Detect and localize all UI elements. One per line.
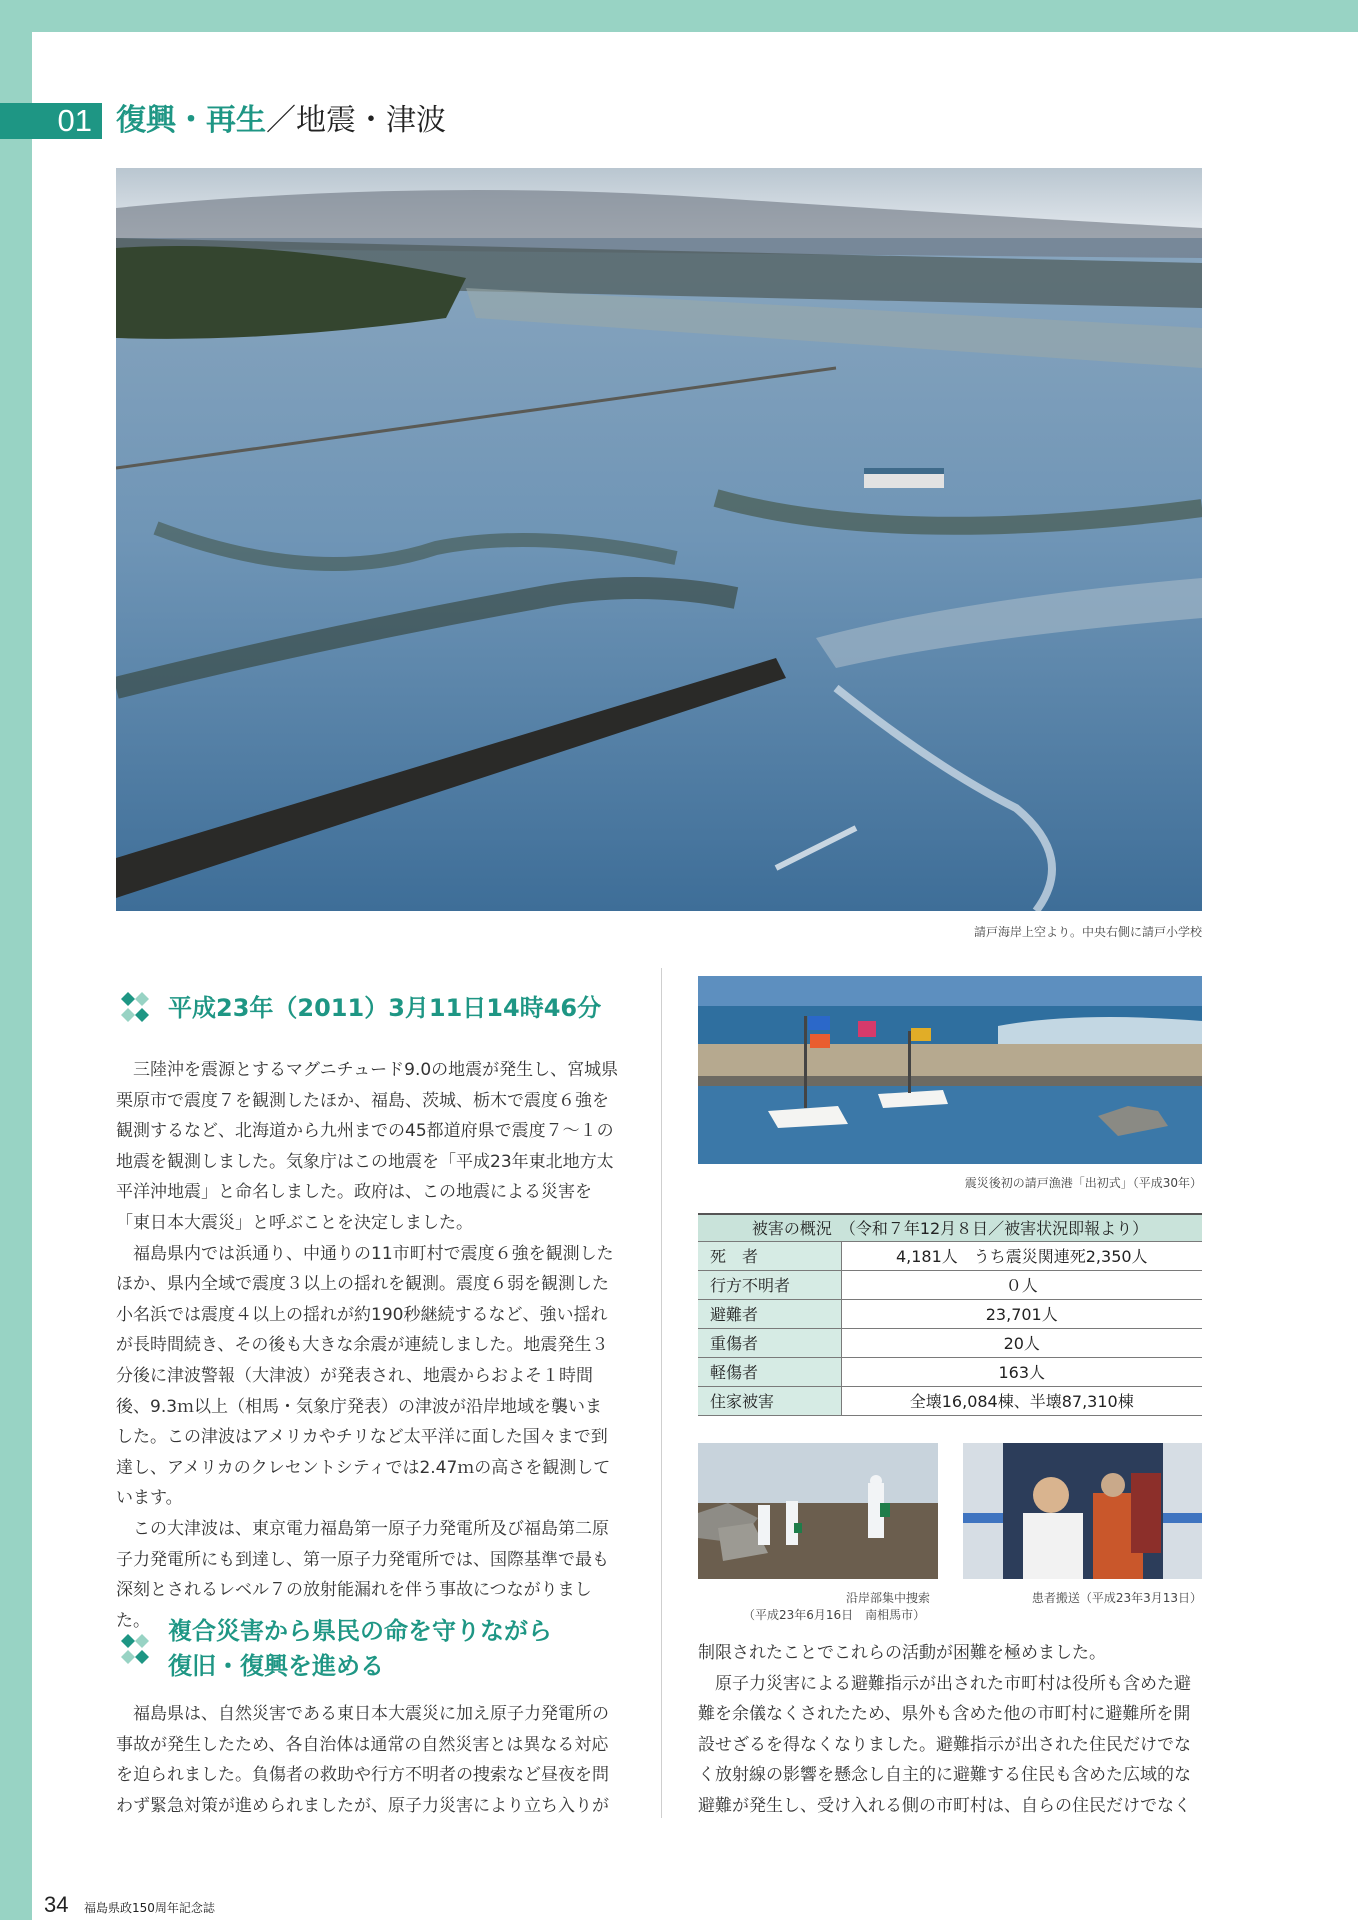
article2-right-continuation: 制限されたことでこれらの活動が困難を極めました。 [698, 1643, 1106, 1663]
diamond-bullet-icon [115, 1632, 155, 1668]
row-value: 23,701人 [841, 1299, 1202, 1328]
article2-right-body [698, 1638, 1202, 1822]
diamond-bullet-icon [115, 990, 155, 1026]
row-label: 避難者 [698, 1299, 841, 1328]
section-title [116, 101, 446, 141]
row-value: 4,181人 うち震災関連死2,350人 [841, 1241, 1202, 1270]
table-row [698, 1328, 1202, 1357]
table-row [698, 1270, 1202, 1299]
table-header: 被害の概況 （令和７年12月８日／被害状況即報より） [698, 1214, 1202, 1241]
row-value: 163人 [841, 1357, 1202, 1386]
section-number: 01 [0, 103, 102, 139]
main-photo-caption: 請戸海岸上空より。中央右側に請戸小学校 [973, 925, 1202, 939]
search-photo-caption-line2: （平成23年6月16日 南相馬市） [743, 1608, 926, 1622]
article1-body [116, 1055, 619, 1636]
article2-heading-line1: 複合災害から県民の命を守りながら [168, 1617, 552, 1645]
patient-transport-photo [963, 1443, 1202, 1579]
column-divider [661, 968, 662, 1818]
article1-paragraph-2: 福島県内では浜通り、中通りの11市町村で震度６強を観測したほか、県内全域で震度３以上の揺れを観測。震度６弱を観測した小名浜では震度４以上の揺れが約190秒継続するなど、強い揺れが長時間続き、その後も大きな余震が連続しました。地震発生３分後に津波警報（大津波）が発表され、地震からおよそ１時間後、9.3ｍ以上（相馬・気象庁発表）の津波が沿岸地域を襲いました。この津波はアメリカやチリなど太平洋に面した国々まで到達し、アメリカのクレセントシティでは2.47ｍの高さを観測しています。 [116, 1243, 614, 1509]
row-value: 20人 [841, 1328, 1202, 1357]
coastal-search-photo [698, 1443, 938, 1579]
fishing-port-photo [698, 976, 1202, 1164]
article2-left-paragraph: 福島県は、自然災害である東日本大震災に加え原子力発電所の事故が発生したため、各自治体は通常の自然災害とは異なる対応を迫られました。負傷者の救助や行方不明者の捜索など昼夜を問わず緊急対策が進められましたが、原子力災害により立ち入りが [116, 1704, 609, 1816]
row-value: ０人 [841, 1270, 1202, 1299]
aerial-tsunami-photo [116, 168, 1202, 911]
table-row [698, 1241, 1202, 1270]
article1-paragraph-1: 三陸沖を震源とするマグニチュード9.0の地震が発生し、宮城県栗原市で震度７を観測したほか、福島、茨城、栃木で震度６強を観測するなど、北海道から九州までの45都道府県で震度７～１の地震を観測しました。気象庁はこの地震を「平成23年東北地方太平洋沖地震」と命名しました。政府は、この地震による災害を「東日本大震災」と呼ぶことを決定しました。 [116, 1060, 619, 1233]
row-label: 重傷者 [698, 1328, 841, 1357]
row-label: 住家被害 [698, 1386, 841, 1415]
article2-left-body [116, 1699, 619, 1821]
table-row [698, 1357, 1202, 1386]
table-row [698, 1386, 1202, 1415]
row-value: 全壊16,084棟、半壊87,310棟 [841, 1386, 1202, 1415]
article2-heading-line2: 復旧・復興を進める [168, 1652, 384, 1680]
row-label: 行方不明者 [698, 1270, 841, 1299]
boats-photo-caption: 震災後初の請戸漁港「出初式」（平成30年） [964, 1176, 1202, 1190]
row-label: 軽傷者 [698, 1357, 841, 1386]
table-row [698, 1299, 1202, 1328]
damage-summary-table [698, 1213, 1202, 1416]
left-decorative-band [0, 0, 32, 1920]
search-photo-caption-line1: 沿岸部集中捜索 [846, 1591, 931, 1605]
article1-paragraph-3: この大津波は、東京電力福島第一原子力発電所及び福島第二原子力発電所にも到達し、第一原子力発電所では、国際基準で最も深刻とされるレベル７の放射能漏れを伴う事故につながりました。 [116, 1518, 609, 1631]
section-title-highlight: 復興・再生 [116, 103, 266, 138]
article2-right-paragraph: 原子力災害による避難指示が出された市町村は役所も含めた避難を余儀なくされたため、県外も含めた他の市町村に避難所を開設せざるを得なくなりました。避難指示が出された住民だけでなく放射線の影響を懸念し自主的に避難する住民も含めた広域的な避難が発生し、受け入れる側の市町村は、自らの住民だけでなく [698, 1673, 1191, 1816]
publication-title: 福島県政150周年記念誌 [84, 1901, 215, 1915]
table-header-row [698, 1214, 1202, 1241]
page-number: 34 [44, 1892, 69, 1917]
article2-heading [168, 1614, 608, 1684]
article1-heading: 平成23年（2011）3月11日14時46分 [168, 994, 602, 1022]
section-title-rest: ／地震・津波 [266, 103, 446, 138]
row-label: 死 者 [698, 1241, 841, 1270]
transport-photo-caption: 患者搬送（平成23年3月13日） [1031, 1591, 1202, 1605]
top-decorative-band [0, 0, 1358, 32]
